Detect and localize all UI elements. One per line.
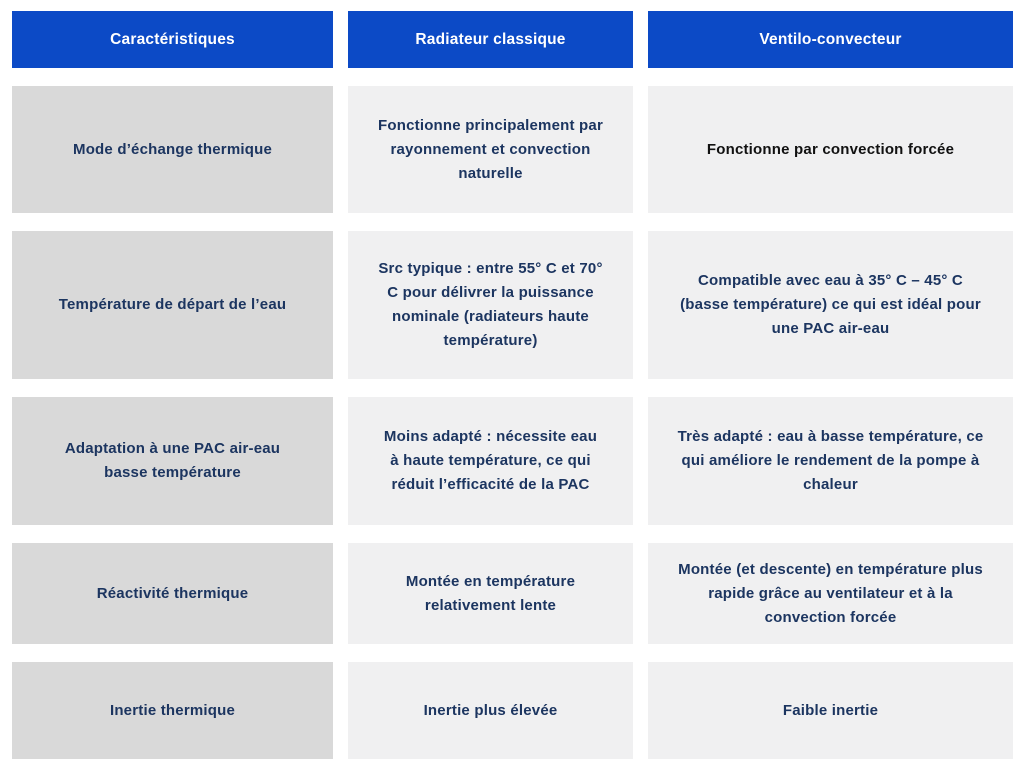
cell-radiator-reactivite: Montée en température relativement lente [348,543,633,644]
header-radiator-classique: Radiateur classique [348,11,633,68]
cell-radiator-temperature-depart: Src typique : entre 55° C et 70° C pour délivrer la puissance nominale (radiateurs haute température) [348,231,633,379]
row-label-mode-echange: Mode d’échange thermique [12,86,333,213]
row-label-adaptation-pac: Adaptation à une PAC air-eau basse température [12,397,333,525]
cell-radiator-inertie: Inertie plus élevée [348,662,633,759]
row-label-temperature-depart: Température de départ de l’eau [12,231,333,379]
header-characteristics: Caractéristiques [12,11,333,68]
header-ventilo-convecteur: Ventilo-convecteur [648,11,1013,68]
row-label-reactivite: Réactivité thermique [12,543,333,644]
cell-fancoil-inertie: Faible inertie [648,662,1013,759]
cell-radiator-adaptation-pac: Moins adapté : nécessite eau à haute température, ce qui réduit l’efficacité de la PAC [348,397,633,525]
cell-fancoil-temperature-depart: Compatible avec eau à 35° C – 45° C (basse température) ce qui est idéal pour une PAC air-eau [648,231,1013,379]
cell-fancoil-mode-echange: Fonctionne par convection forcée [648,86,1013,213]
cell-fancoil-adaptation-pac: Très adapté : eau à basse température, ce qui améliore le rendement de la pompe à chaleur [648,397,1013,525]
cell-fancoil-reactivite: Montée (et descente) en température plus rapide grâce au ventilateur et à la convection forcée [648,543,1013,644]
row-label-inertie: Inertie thermique [12,662,333,759]
cell-radiator-mode-echange: Fonctionne principalement par rayonnement et convection naturelle [348,86,633,213]
